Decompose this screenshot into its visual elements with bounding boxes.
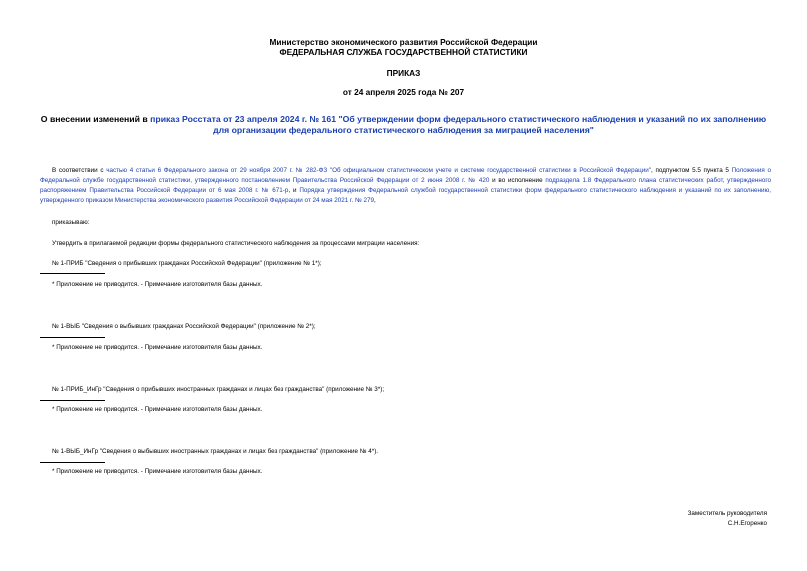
preamble-link-law[interactable]: частью 4 статьи 6 Федерального закона от 29 ноября 2007 г. № 282-ФЗ "Об официальном статистическом учете и системе государственной статистики в Российской Федерации" xyxy=(106,167,652,174)
service-name: ФЕДЕРАЛЬНАЯ СЛУЖБА ГОСУДАРСТВЕННОЙ СТАТИСТИКИ xyxy=(279,47,528,57)
form-note-2: * Приложение не приводится. - Примечание изготовителя базы данных. xyxy=(52,344,263,351)
footnote-divider xyxy=(40,337,105,338)
signatory-position: Заместитель руководителя xyxy=(687,510,767,517)
document-title xyxy=(40,114,767,136)
date-number: от 24 апреля 2025 года № 207 xyxy=(342,87,465,97)
form-item-2: № 1-ВЫБ "Сведения о выбывших гражданах Российской Федерации" (приложение № 2*); xyxy=(52,323,316,330)
form-note-1: * Приложение не приводится. - Примечание изготовителя базы данных. xyxy=(52,281,263,288)
preamble-text-5: , xyxy=(374,197,376,204)
preamble-text-2: , подпунктом 5.5 пункта 5 xyxy=(651,167,732,174)
footnote-divider xyxy=(40,273,105,274)
form-note-3: * Приложение не приводится. - Примечание изготовителя базы данных. xyxy=(52,406,263,413)
preamble-link-regulation[interactable]: Положения о Федеральной службе государственной статистики, утвержденного постановлением Правительства Российской Федерации от 2 июня 2008 г. № 420 xyxy=(40,167,772,184)
preamble-link-procedure[interactable]: Порядка утверждения Федеральной службой государственной статистики форм федерального статистического наблюдения и указаний по их заполнению, утвержденного приказом Министерства экономического развития Российской Федерации от 24 мая 2021 г. № 279 xyxy=(40,187,772,204)
approve-text: Утвердить в прилагаемой редакции формы федерального статистического наблюдения за процессами миграции населения: xyxy=(52,240,420,247)
preamble-link-plan[interactable]: подраздела 1.8 Федерального плана статистических работ, утвержденного распоряжением Правительства Российской Федерации от 6 мая 2008 г. № 671-р xyxy=(40,177,771,194)
footnote-divider xyxy=(40,400,105,401)
form-item-1: № 1-ПРИБ "Сведения о прибывших гражданах Российской Федерации" (приложение № 1*); xyxy=(52,260,322,267)
preamble xyxy=(40,166,771,206)
footnote-divider xyxy=(40,462,105,463)
preamble-text-1: В соответствии с xyxy=(52,167,107,174)
order-word: приказываю: xyxy=(52,219,90,226)
title-link[interactable]: приказ Росстата от 23 апреля 2024 г. № 161 "Об утверждении форм федерального статистического наблюдения и указаний по их заполнению для организации федерального статистического наблюдения за миграцией населения" xyxy=(150,114,767,135)
preamble-text-4: , и xyxy=(288,187,300,194)
doc-type: ПРИКАЗ xyxy=(386,68,421,78)
form-note-4: * Приложение не приводится. - Примечание изготовителя базы данных. xyxy=(52,468,263,475)
title-prefix: О внесении изменений в xyxy=(40,114,151,124)
ministry-name: Министерство экономического развития Российской Федерации xyxy=(269,37,538,47)
form-item-3: № 1-ПРИБ_ИнГр "Сведения о прибывших иностранных гражданах и лицах без гражданства" (приложение № 3*); xyxy=(52,386,385,393)
form-item-4: № 1-ВЫБ_ИнГр "Сведения о выбывших иностранных гражданах и лицах без гражданства" (приложение № 4*). xyxy=(52,448,379,455)
signatory-name: С.Н.Егоренко xyxy=(727,520,767,527)
preamble-text-3: и во исполнение xyxy=(489,177,546,184)
